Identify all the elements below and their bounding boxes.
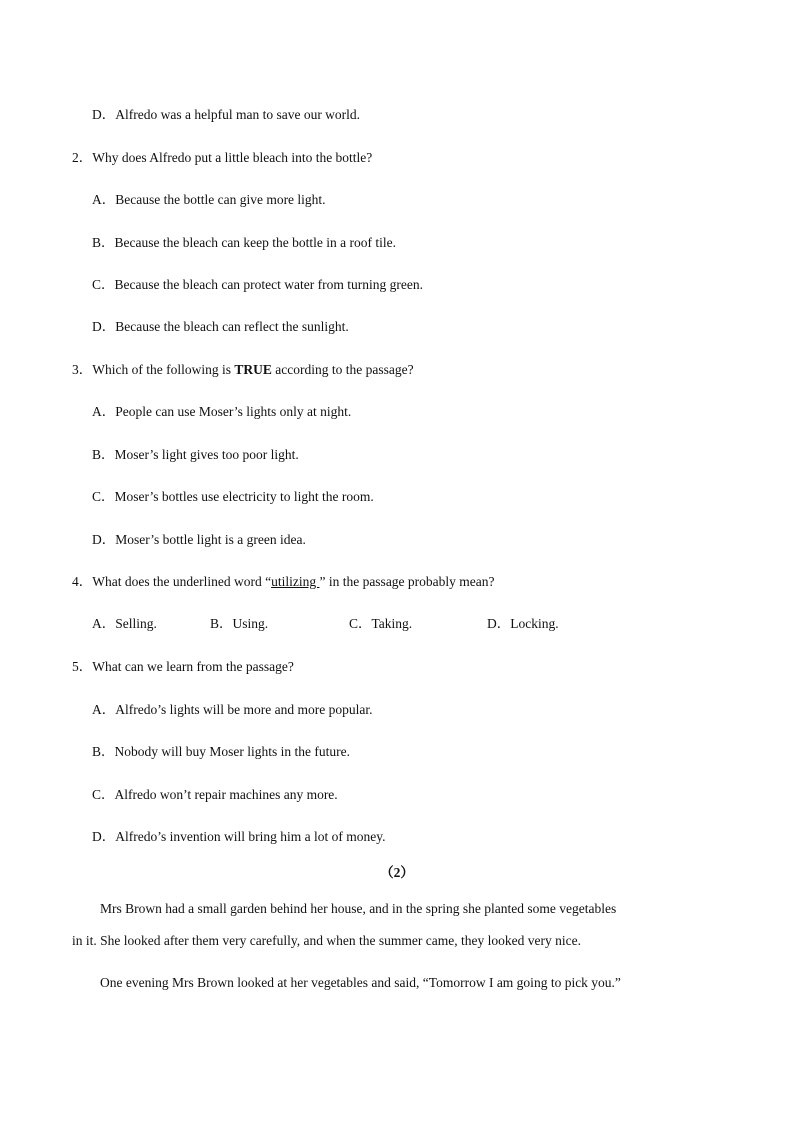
paragraph-1-line-2: in it. She looked after them very carefully, and when the summer came, they looked very nice.: [72, 933, 581, 948]
q2-option-a: A．Because the bottle can give more light.: [92, 192, 326, 207]
q4-options: [92, 612, 612, 632]
paragraph-1-line-1: Mrs Brown had a small garden behind her house, and in the spring she planted some vegetables: [100, 901, 617, 916]
q4-stem: [72, 570, 495, 590]
q3-option-c: C．Moser’s bottles use electricity to light the room.: [92, 489, 374, 504]
section-heading: （2）: [380, 865, 414, 880]
q3-stem-bold: TRUE: [234, 362, 272, 377]
q1-option-d: D．Alfredo was a helpful man to save our world.: [92, 107, 361, 122]
q3-stem: [72, 358, 414, 378]
q2-stem: 2．Why does Alfredo put a little bleach into the bottle?: [72, 150, 373, 165]
q5-option-a: A．Alfredo’s lights will be more and more popular.: [92, 702, 373, 717]
q2-option-d: D．Because the bleach can reflect the sunlight.: [92, 319, 349, 334]
paragraph-2-line-1: One evening Mrs Brown looked at her vegetables and said, “Tomorrow I am going to pick you.”: [100, 975, 621, 990]
q4-option-d: D．Locking.: [487, 616, 559, 631]
q4-stem-post: ” in the passage probably mean?: [319, 574, 495, 589]
q3-stem-post: according to the passage?: [271, 362, 414, 377]
q3-option-d: D．Moser’s bottle light is a green idea.: [92, 532, 306, 547]
q3-option-b: B．Moser’s light gives too poor light.: [92, 447, 299, 462]
q4-option-b: B．Using.: [210, 616, 269, 631]
q3-option-a: A．People can use Moser’s lights only at night.: [92, 404, 352, 419]
q4-option-a: A．Selling.: [92, 616, 157, 631]
q5-option-c: C．Alfredo won’t repair machines any more.: [92, 787, 338, 802]
q2-option-c: C．Because the bleach can protect water from turning green.: [92, 277, 423, 292]
q3-stem-pre: 3．Which of the following is: [72, 362, 235, 377]
q5-stem: 5．What can we learn from the passage?: [72, 659, 294, 674]
q2-option-b: B．Because the bleach can keep the bottle in a roof tile.: [92, 235, 397, 250]
q5-option-d: D．Alfredo’s invention will bring him a lot of money.: [92, 829, 386, 844]
q4-option-c: C．Taking.: [349, 616, 413, 631]
q4-stem-pre: 4．What does the underlined word “: [72, 574, 272, 589]
q5-option-b: B．Nobody will buy Moser lights in the future.: [92, 744, 350, 759]
q4-underlined-word: utilizing: [271, 574, 320, 589]
